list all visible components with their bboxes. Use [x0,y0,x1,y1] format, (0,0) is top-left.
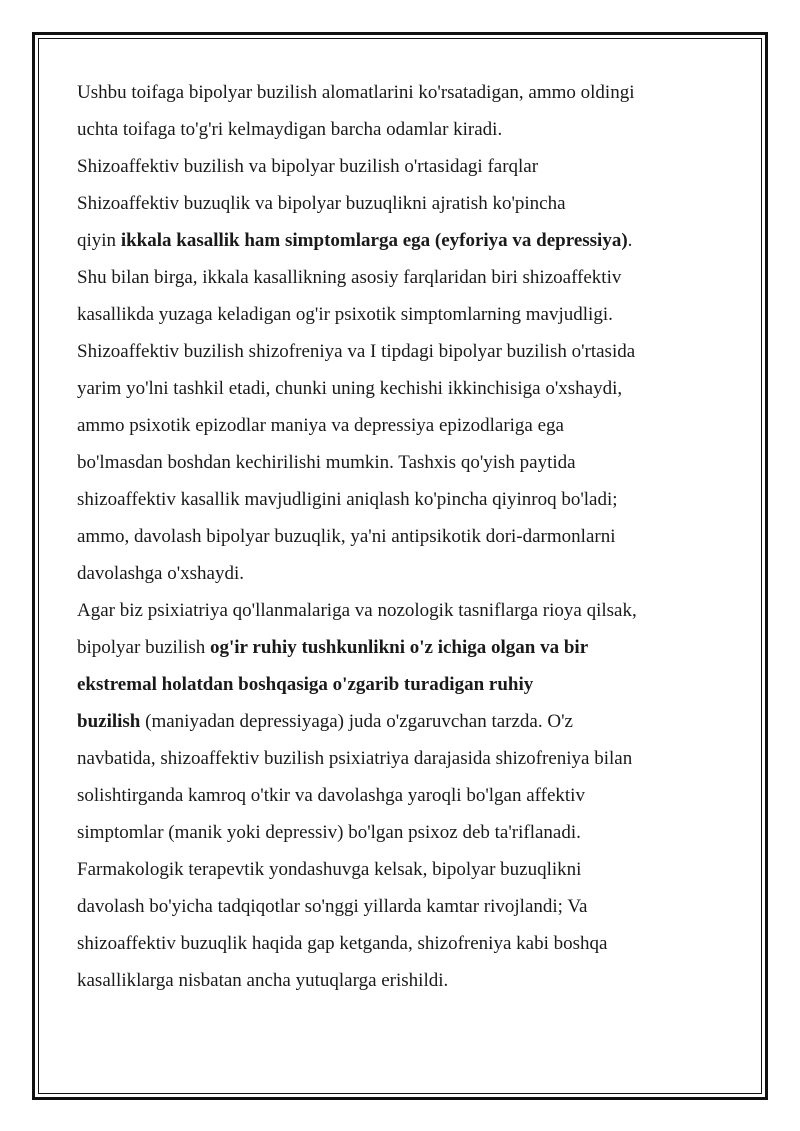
text-line [77,962,727,999]
text-segment: Agar biz psixiatriya qo'llanmalariga va nozologik tasniflarga rioya qilsak, [77,600,637,621]
text-segment: Farmakologik terapevtik yondashuvga kelsak, bipolyar buzuqlikni [77,859,582,880]
text-line [77,296,727,333]
text-line [77,888,727,925]
text-segment: (maniyadan depressiyaga) juda o'zgaruvchan tarzda. O'z [140,711,573,732]
text-segment: solishtirganda kamroq o'tkir va davolashga yaroqli bo'lgan affektiv [77,785,585,806]
text-segment: bipolyar buzilish [77,637,210,658]
document-body [77,74,727,999]
bold-text-segment: og'ir ruhiy tushkunlikni o'z ichiga olgan va bir [209,637,589,658]
text-segment: davolashga o'xshaydi. [77,563,245,584]
text-segment: Shizoaffektiv buzilish va bipolyar buzilish o'rtasidagi farqlar [77,156,539,177]
text-line [77,518,727,555]
text-segment: Shu bilan birga, ikkala kasallikning asosiy farqlaridan biri shizoaffektiv [77,267,622,288]
bold-text-segment: buzilish [77,711,141,732]
text-segment: Ushbu toifaga bipolyar buzilish alomatlarini ko'rsatadigan, ammo oldingi [77,82,635,103]
text-segment: kasalliklarga nisbatan ancha yutuqlarga erishildi. [77,970,449,991]
text-line [77,666,727,703]
text-line [77,777,727,814]
bold-text-segment: ikkala kasallik ham simptomlarga ega (eyforiya va depressiya) [120,230,628,251]
text-segment: uchta toifaga to'g'ri kelmaydigan barcha odamlar kiradi. [77,119,503,140]
text-segment: Shizoaffektiv buzilish shizofreniya va I tipdagi bipolyar buzilish o'rtasida [77,341,636,362]
text-segment: davolash bo'yicha tadqiqotlar so'nggi yillarda kamtar rivojlandi; Va [77,896,588,917]
text-line [77,851,727,888]
text-line [77,74,727,111]
text-line [77,407,727,444]
text-segment: kasallikda yuzaga keladigan og'ir psixotik simptomlarning mavjudligi. [77,304,613,325]
text-line [77,333,727,370]
text-segment: . [627,230,633,251]
text-line [77,370,727,407]
text-segment: qiyin [77,230,121,251]
text-line [77,925,727,962]
text-segment: yarim yo'lni tashkil etadi, chunki uning kechishi ikkinchisiga o'xshaydi, [77,378,623,399]
text-line [77,481,727,518]
text-line [77,703,727,740]
text-segment: navbatida, shizoaffektiv buzilish psixiatriya darajasida shizofreniya bilan [77,748,633,769]
text-line [77,444,727,481]
text-segment: shizoaffektiv buzuqlik haqida gap ketganda, shizofreniya kabi boshqa [77,933,608,954]
text-segment: simptomlar (manik yoki depressiv) bo'lgan psixoz deb ta'riflanadi. [77,822,581,843]
text-line [77,259,727,296]
text-segment: bo'lmasdan boshdan kechirilishi mumkin. Tashxis qo'yish paytida [77,452,576,473]
text-line [77,185,727,222]
text-line [77,740,727,777]
text-line [77,555,727,592]
text-segment: Shizoaffektiv buzuqlik va bipolyar buzuqlikni ajratish ko'pincha [77,193,566,214]
text-line [77,111,727,148]
bold-text-segment: ekstremal holatdan boshqasiga o'zgarib turadigan ruhiy [77,674,534,695]
text-segment: ammo, davolash bipolyar buzuqlik, ya'ni antipsikotik dori-darmonlarni [77,526,616,547]
text-segment: shizoaffektiv kasallik mavjudligini aniqlash ko'pincha qiyinroq bo'ladi; [77,489,618,510]
text-line [77,629,727,666]
text-line [77,148,727,185]
text-line [77,814,727,851]
text-line [77,222,727,259]
text-segment: ammo psixotik epizodlar maniya va depressiya epizodlariga ega [77,415,564,436]
text-line [77,592,727,629]
